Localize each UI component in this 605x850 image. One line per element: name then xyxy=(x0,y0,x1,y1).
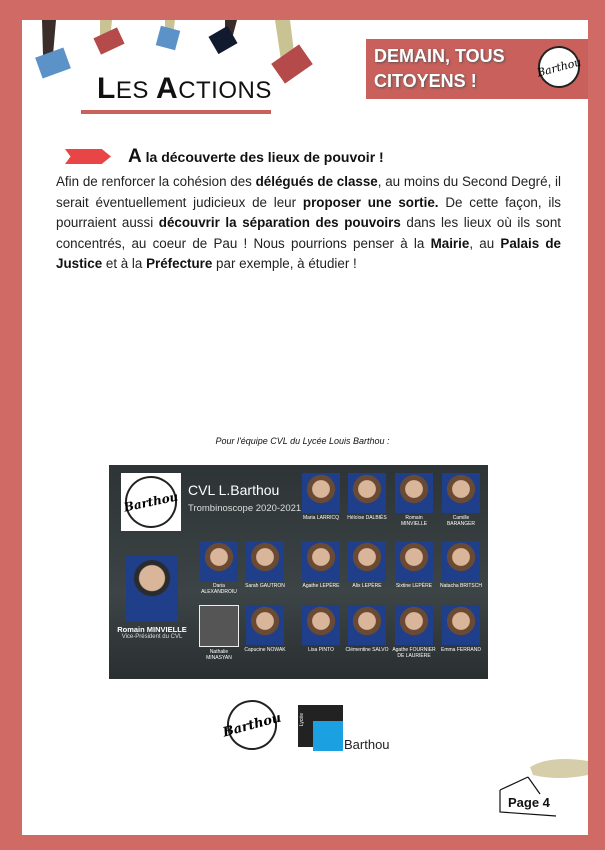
text: Afin de renforcer la cohésion des xyxy=(56,174,256,189)
bold-text: Palais de Justice xyxy=(56,235,562,271)
member-name: Sixtine LEPÈRE xyxy=(395,583,433,589)
page-title xyxy=(97,72,272,106)
member-photo xyxy=(395,541,433,581)
member-name: Lisa PINTO xyxy=(308,647,334,653)
member-name: Daria ALEXANDROIU xyxy=(201,583,237,595)
title-text: CTIONS xyxy=(178,77,272,104)
member-photo xyxy=(200,541,238,581)
vice-president-card xyxy=(117,555,187,640)
arrow-icon xyxy=(65,149,111,164)
member-photo xyxy=(126,555,178,621)
logo-text: Barthou xyxy=(120,471,182,533)
member-card xyxy=(197,541,241,595)
member-name: Agathe FOURNIER DE LAURIÈRE xyxy=(392,647,436,659)
banner-line: DEMAIN, TOUS xyxy=(374,46,505,66)
member-photo xyxy=(246,541,284,581)
member-photo xyxy=(199,605,239,647)
member-name: Romain MINVIELLE xyxy=(117,625,187,634)
member-card xyxy=(345,473,389,521)
header-banner xyxy=(366,39,588,99)
member-card xyxy=(345,605,389,653)
bold-text: délégués de classe xyxy=(255,174,378,189)
title-text: ES xyxy=(115,77,157,104)
member-photo xyxy=(348,541,386,581)
text: par exemple, à étudier ! xyxy=(212,256,357,271)
member-name: Capucine NOWAK xyxy=(244,647,286,653)
member-name: Emma FERRAND xyxy=(440,647,481,653)
member-card xyxy=(439,605,483,653)
text: dans les lieux où ils sont concentrés, au coeur de Pau ! Nous pourrions penser à la xyxy=(56,215,561,251)
text: et à la xyxy=(102,256,147,271)
member-card xyxy=(345,541,389,589)
barthou-logo: Barthou xyxy=(533,41,584,92)
trombi-title: CVL L.Barthou xyxy=(188,482,280,498)
member-card xyxy=(439,541,483,589)
member-photo xyxy=(395,605,433,645)
member-card xyxy=(392,473,436,527)
title-underline xyxy=(81,110,271,114)
member-card xyxy=(299,541,343,589)
member-card xyxy=(439,473,483,527)
member-name: Agathe LEPÈRE xyxy=(302,583,340,589)
member-card xyxy=(197,605,241,661)
member-role: Vice-Président du CVL xyxy=(121,634,183,640)
barthou-logo xyxy=(121,473,181,531)
page-number: Page 4 xyxy=(508,795,550,810)
logo-blue-square xyxy=(313,721,343,751)
member-card xyxy=(243,541,287,589)
member-name: Nathalie MINASYAN xyxy=(206,649,232,661)
section-title-text: la découverte des lieux de pouvoir ! xyxy=(141,149,384,165)
bold-text: proposer une sortie. xyxy=(302,194,439,210)
member-card xyxy=(243,605,287,653)
title-initial: L xyxy=(97,72,116,105)
body-paragraph xyxy=(56,172,561,275)
member-photo xyxy=(348,473,386,513)
lycee-barthou-logo xyxy=(298,705,398,755)
bold-text: Préfecture xyxy=(146,256,213,271)
member-card xyxy=(299,473,343,521)
member-photo xyxy=(442,605,480,645)
title-initial: A xyxy=(156,72,179,105)
text: De cette façon, ils pourraient aussi xyxy=(56,194,562,230)
section-title xyxy=(128,146,384,168)
member-photo xyxy=(395,473,433,513)
member-name: Alix LEPÈRE xyxy=(352,583,382,589)
text: , au moins du Second Degré, il serait éventuellement judicieux de leur xyxy=(56,174,561,210)
member-photo xyxy=(302,605,340,645)
section-initial: A xyxy=(128,146,142,167)
trombi-subtitle: Trombinoscope 2020-2021 xyxy=(188,503,302,514)
member-photo xyxy=(302,473,340,513)
banner-line: CITOYENS ! xyxy=(374,71,477,91)
member-name: Maria LARRICQ xyxy=(302,515,340,521)
member-name: Camille BARANGER xyxy=(446,515,476,527)
bold-text: Mairie xyxy=(430,235,470,251)
member-photo xyxy=(442,541,480,581)
member-name: Clémentine SALVO xyxy=(345,647,389,653)
member-card xyxy=(392,541,436,589)
member-photo xyxy=(348,605,386,645)
member-photo xyxy=(442,473,480,513)
bold-text: découvrir la séparation des pouvoirs xyxy=(158,215,401,230)
member-card xyxy=(392,605,436,659)
text: , au xyxy=(469,235,501,251)
member-photo xyxy=(246,605,284,645)
team-caption: Pour l'équipe CVL du Lycée Louis Barthou : xyxy=(215,436,390,446)
barthou-round-logo: Barthou xyxy=(221,694,282,755)
member-photo xyxy=(302,541,340,581)
logo-text: Barthou xyxy=(344,737,390,752)
banner-text xyxy=(374,44,505,94)
trombinoscope-image xyxy=(109,465,488,679)
member-name: Natacha BRITSCH xyxy=(440,583,482,589)
member-name: Sarah GAUTRON xyxy=(245,583,285,589)
member-name: Romain MINVIELLE xyxy=(400,515,428,527)
member-card xyxy=(299,605,343,653)
member-name: Héloïse DALBIÈS xyxy=(347,515,387,521)
logo-vertical-text: Lycée xyxy=(299,713,305,727)
